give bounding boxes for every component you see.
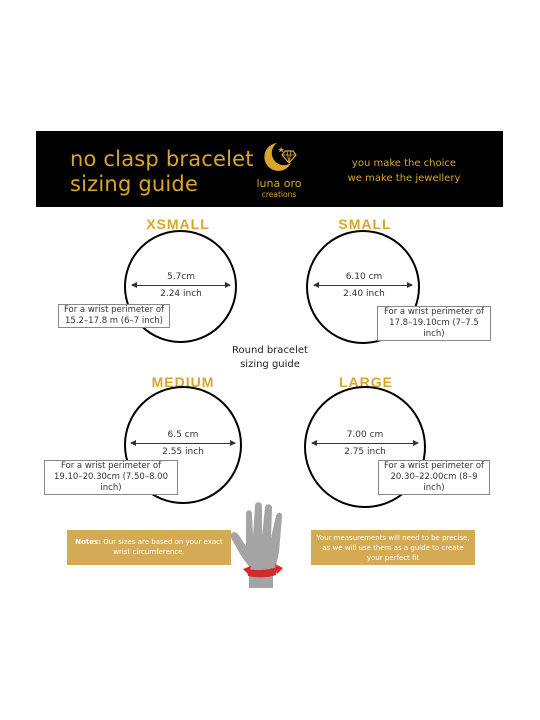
notes-right-line2: as we will use them as a guide to create (322, 544, 464, 552)
notes-left-bold: Notes: (75, 538, 101, 546)
small-note-line1: For a wrist perimeter of (383, 307, 485, 317)
moon-diamond-icon (249, 137, 309, 177)
size-label-medium: MEDIUM (151, 374, 215, 390)
xsmall-note (58, 304, 170, 328)
banner-title-line1: no clasp bracelet (70, 147, 254, 171)
size-label-xsmall: XSMALL (146, 216, 210, 232)
xsmall-cm: 5.7cm (166, 272, 196, 282)
xsmall-diameter-arrow (132, 285, 230, 286)
medium-note-line2: 19.10–20.30cm (7.50–8.00 inch) (54, 472, 168, 493)
hand-wrist-icon (229, 500, 311, 592)
xsmall-inch: 2.24 inch (160, 289, 202, 299)
large-inch: 2.75 inch (344, 447, 386, 457)
medium-cm: 6.5 cm (167, 430, 199, 440)
tagline-line2: we make the jewellery (347, 173, 461, 184)
size-label-small: SMALL (338, 216, 392, 232)
medium-note-line1: For a wrist perimeter of (60, 461, 162, 471)
center-label-line1: Round bracelet (232, 345, 308, 356)
tagline-line1: you make the choice (351, 158, 457, 169)
large-note-line1: For a wrist perimeter of (383, 461, 485, 471)
xsmall-note-line2: 15.2–17.8 m (6–7 inch) (65, 316, 163, 326)
small-note-line2: 17.8–19.10cm (7–7.5 inch) (389, 318, 479, 339)
notes-right-line3: your perfect fit (366, 554, 420, 562)
medium-inch: 2.55 inch (162, 447, 204, 457)
small-diameter-arrow (314, 285, 412, 286)
small-note (377, 306, 491, 341)
brand-name: luna oro (256, 177, 302, 190)
large-note-line2: 20.30–22.00cm (8–9 inch) (390, 472, 478, 493)
luna-oro-logo (249, 137, 309, 203)
notes-right-line1: Your measurements will need to be precise, (316, 534, 470, 542)
small-cm: 6.10 cm (345, 272, 383, 282)
small-inch: 2.40 inch (343, 289, 385, 299)
banner-title-line2: sizing guide (70, 172, 199, 196)
center-label (200, 344, 340, 372)
large-diameter-arrow (312, 443, 418, 444)
notes-left-text: Our sizes are based on your exact (103, 538, 223, 546)
large-cm: 7.00 cm (346, 430, 384, 440)
brand-sub: creations (261, 190, 297, 199)
header-banner (36, 131, 503, 207)
notes-right-box (311, 530, 475, 565)
notes-left-line1 (67, 537, 231, 547)
center-label-line2: sizing guide (240, 359, 300, 370)
medium-note (44, 460, 178, 495)
size-label-large: LARGE (339, 374, 393, 390)
large-note (378, 460, 490, 495)
xsmall-note-line1: For a wrist perimeter of (63, 305, 165, 315)
notes-left-line2: wrist circumference. (113, 548, 185, 556)
medium-diameter-arrow (131, 443, 235, 444)
notes-left-box (67, 530, 231, 565)
